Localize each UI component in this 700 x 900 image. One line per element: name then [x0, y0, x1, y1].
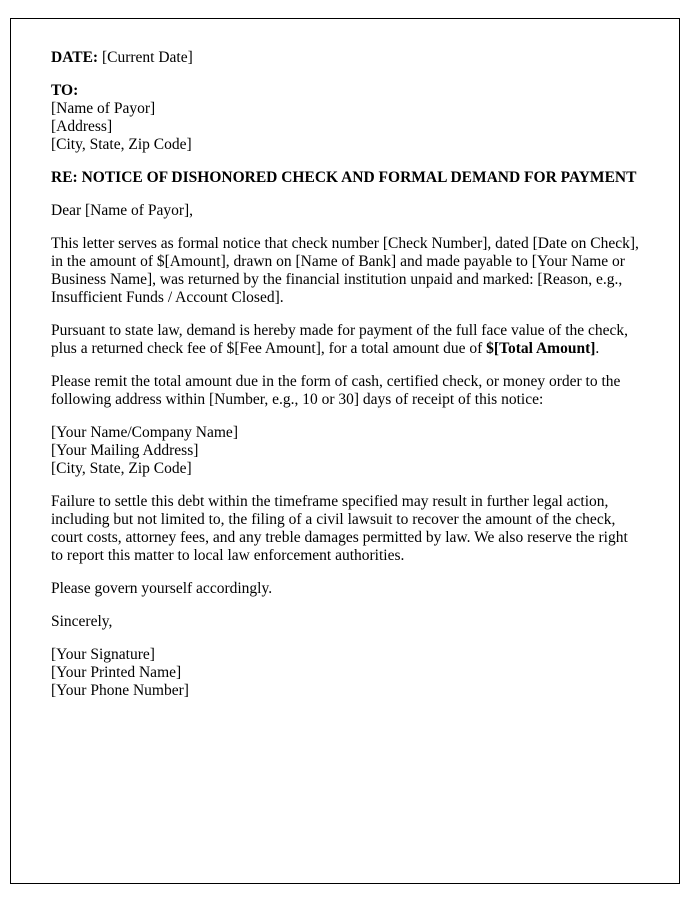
remit-address-line: [Your Mailing Address]	[51, 442, 199, 459]
salutation: Dear [Name of Payor],	[51, 202, 194, 219]
letter-body	[11, 19, 679, 730]
letter-page	[10, 18, 680, 884]
date-line	[51, 49, 639, 67]
date-label: DATE:	[51, 49, 99, 66]
to-address-line: [Address]	[51, 118, 113, 135]
to-name-line: [Name of Payor]	[51, 100, 156, 117]
paragraph-remit: Please remit the total amount due in the form of cash, certified check, or money order to the following address within [Number, e.g., 10 or 30] days of receipt of this notice:	[51, 373, 621, 408]
to-city-line: [City, State, Zip Code]	[51, 136, 192, 153]
total-amount-bold: $[Total Amount]	[486, 340, 596, 357]
signoff: Sincerely,	[51, 613, 113, 630]
re-subject-line: RE: NOTICE OF DISHONORED CHECK AND FORMAL DEMAND FOR PAYMENT	[51, 169, 637, 186]
to-label: TO:	[51, 82, 79, 99]
paragraph-notice: This letter serves as formal notice that check number [Check Number], dated [Date on Check], in the amount of $[Amount], drawn on [Name of Bank] and made payable to [Your Name or Business Name], was returned by the financial institution unpaid and marked: [Reason, e.g., Insufficient Funds / Account Closed].	[51, 235, 639, 306]
paragraph-demand	[51, 322, 639, 358]
paragraph-failure: Failure to settle this debt within the timeframe specified may result in further legal action, including but not limited to, the filing of a civil lawsuit to recover the amount of the check, court costs, attorney fees, and any treble damages permitted by law. We also reserve the right to report this matter to local law enforcement authorities.	[51, 493, 628, 564]
paragraph-govern: Please govern yourself accordingly.	[51, 580, 273, 597]
remit-name-line: [Your Name/Company Name]	[51, 424, 238, 441]
date-value: [Current Date]	[98, 49, 193, 66]
signature-line: [Your Signature]	[51, 646, 155, 663]
remit-city-line: [City, State, Zip Code]	[51, 460, 192, 477]
printed-name-line: [Your Printed Name]	[51, 664, 182, 681]
phone-number-line: [Your Phone Number]	[51, 682, 189, 699]
demand-text: Pursuant to state law, demand is hereby made for payment of the full face value of the check, plus a returned check fee of $[Fee Amount], for a total amount due of	[51, 322, 629, 357]
demand-period: .	[595, 340, 600, 357]
